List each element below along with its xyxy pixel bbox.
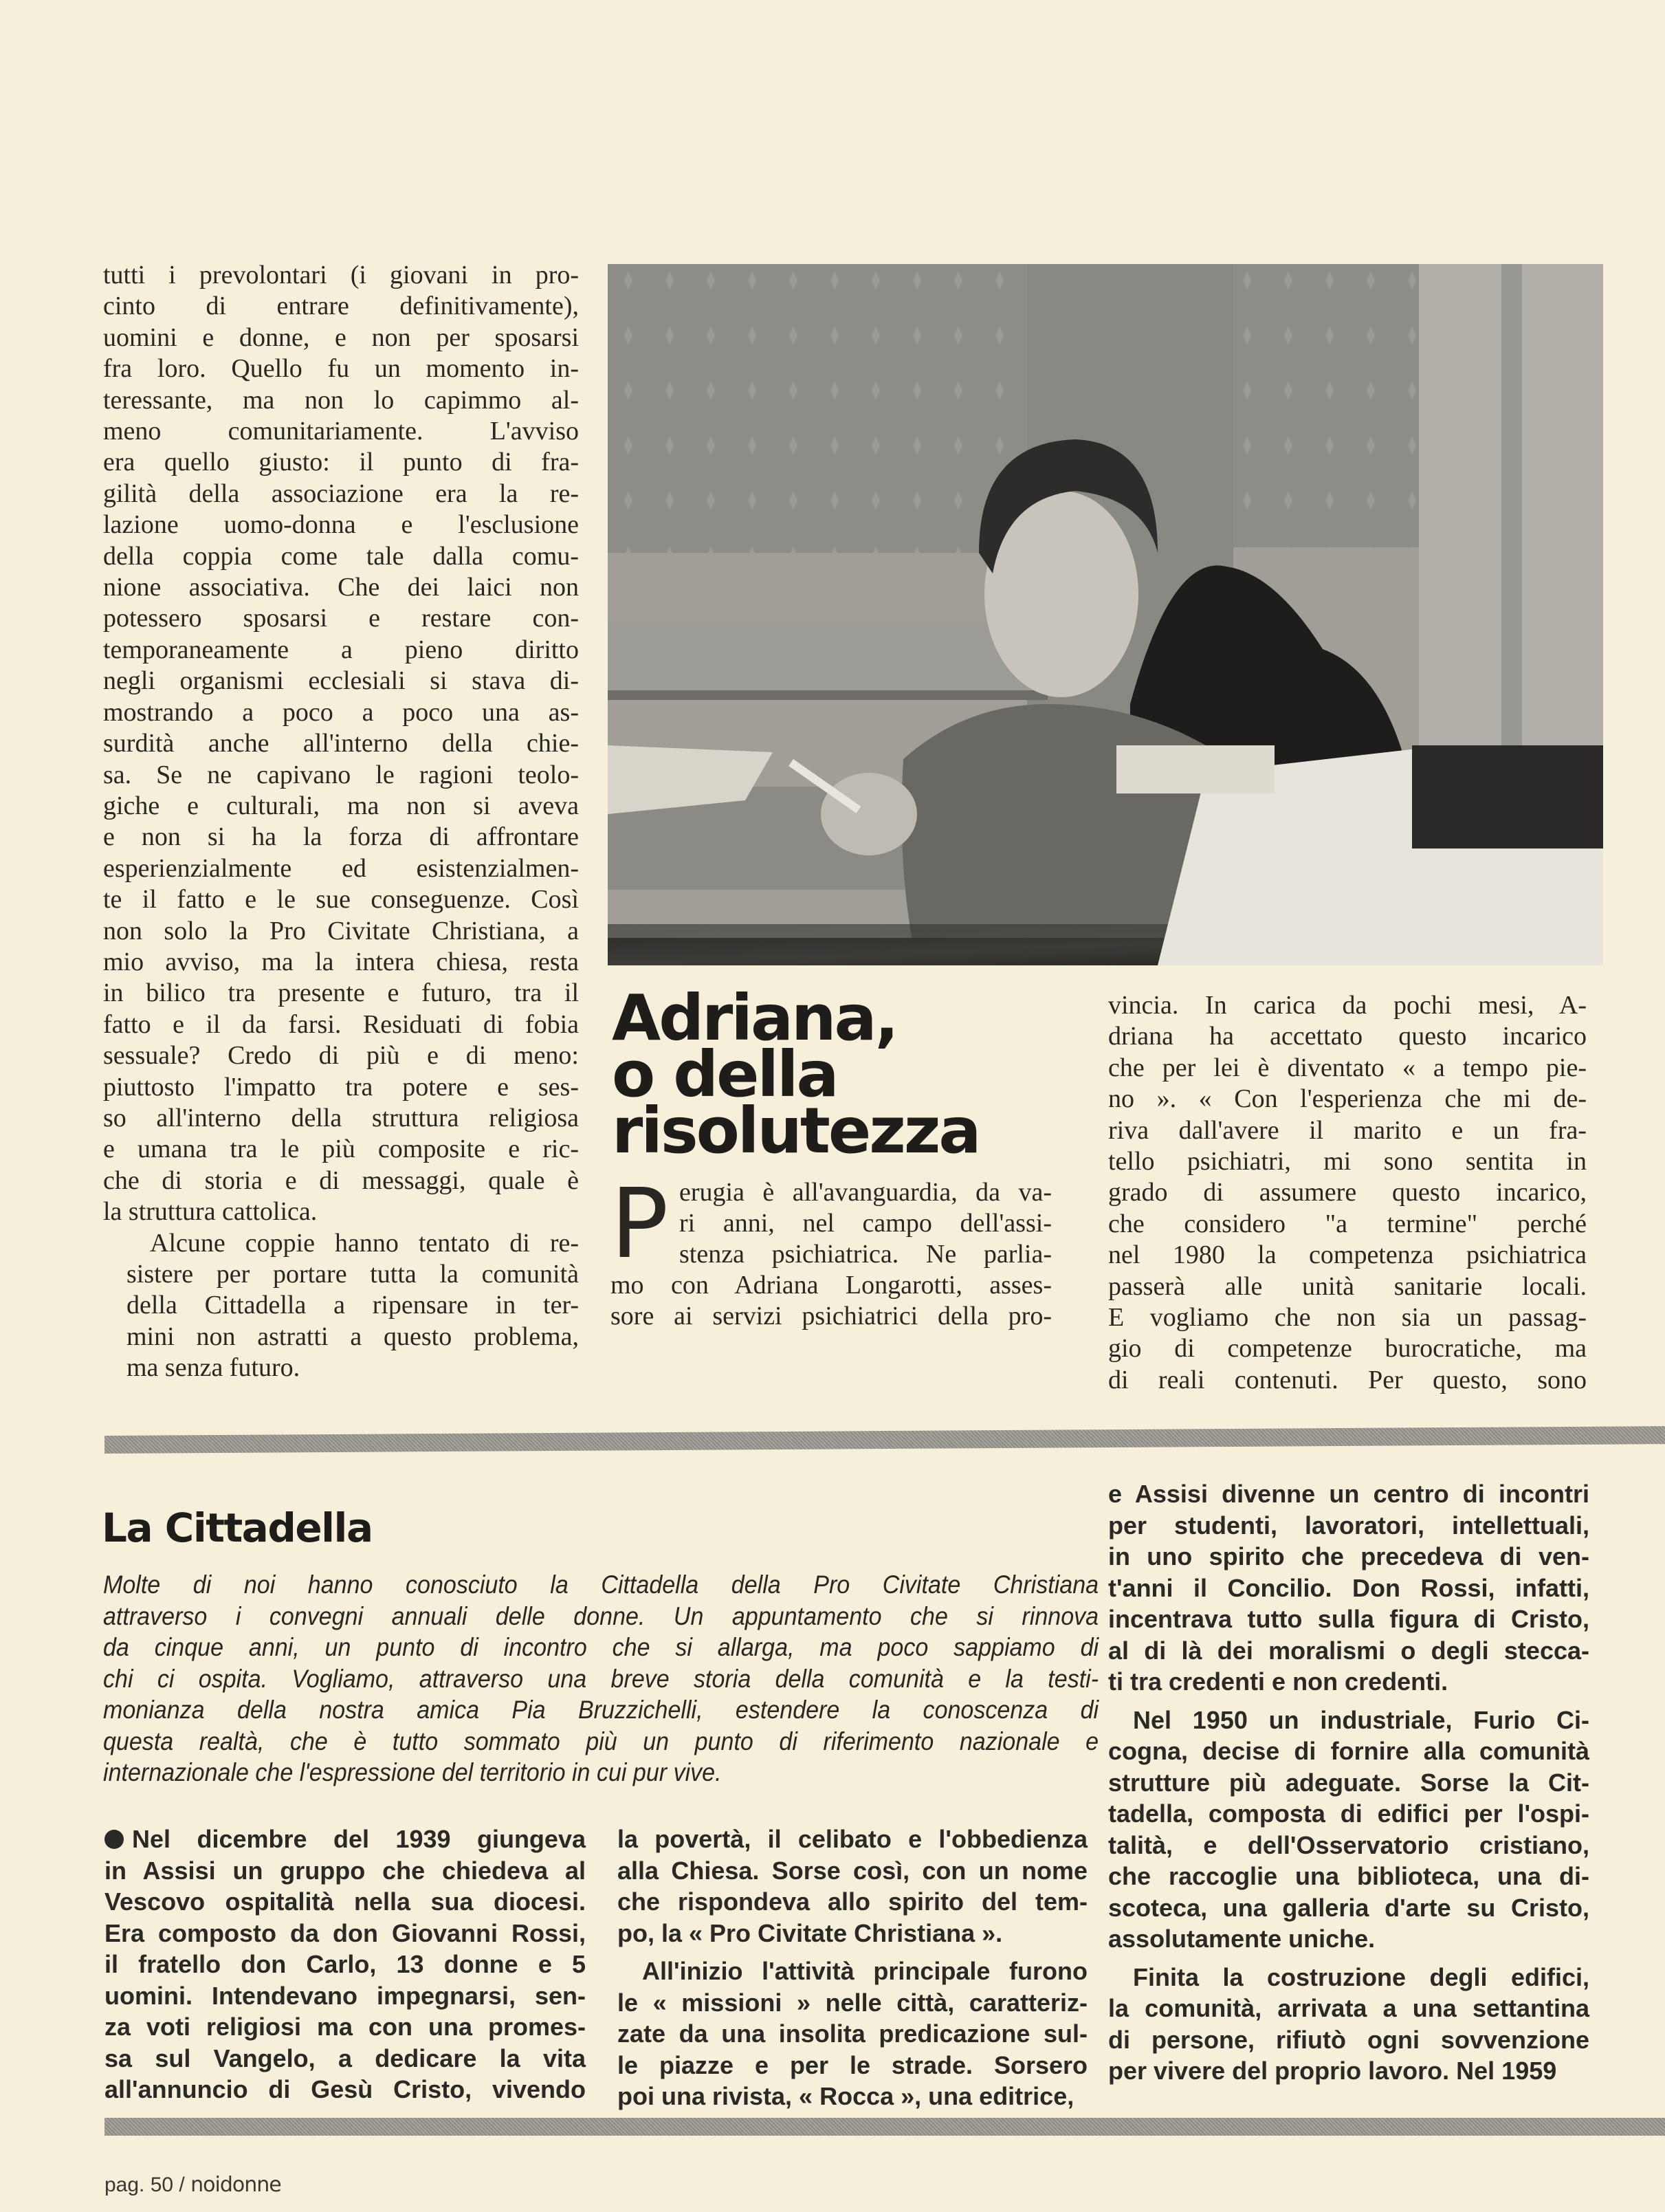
- box-column-1: [104, 1824, 586, 2105]
- text-line: negli organismi ecclesiali si stava di-: [103, 666, 579, 696]
- text-line: t'anni il Concilio. Don Rossi, infatti,: [1108, 1573, 1589, 1602]
- text-line: riva dall'avere il marito e un fra-: [1108, 1115, 1587, 1145]
- text-line: gio di competenze burocratiche, ma: [1108, 1334, 1587, 1364]
- paragraph: [103, 260, 579, 1228]
- text-line: sessuale? Credo di più e di meno:: [103, 1041, 579, 1071]
- text-line: piuttosto l'impatto tra potere e ses-: [103, 1072, 579, 1102]
- text-line: questa realtà, che è tutto sommato più un punto di riferimento nazionale e: [103, 1727, 1099, 1755]
- text-line: po, la « Pro Civitate Christiana ».: [617, 1918, 1003, 1947]
- portrait-photo-illustration: [608, 264, 1603, 965]
- headline-line: o della: [612, 1038, 837, 1111]
- text-line: sa. Se ne capivano le ragioni teolo-: [103, 760, 579, 789]
- text-line: cogna, decise di fornire alla comunità: [1108, 1737, 1589, 1765]
- box-title: La Cittadella: [102, 1504, 373, 1551]
- section-divider-rule: [104, 1426, 1665, 1454]
- page-number: pag. 50 /: [104, 2173, 185, 2196]
- text-line: za voti religiosi ma con una promes-: [104, 2013, 586, 2041]
- headline-line: Adriana,: [612, 981, 897, 1055]
- text-line: che per lei è diventato « a tempo pie-: [1108, 1053, 1587, 1082]
- page-footer: [104, 2173, 281, 2197]
- text-line: meno comunitariamente. L'avviso: [103, 417, 579, 446]
- text-line: tadella, composta di edifici per l'ospi-: [1108, 1799, 1589, 1828]
- text-line: la comunità, arrivata a una settantina: [1108, 1994, 1589, 2022]
- text-line: esperienzialmente ed esistenzialmen-: [103, 853, 579, 883]
- text-line: giche e culturali, ma non si aveva: [103, 791, 579, 820]
- headline-line: risolutezza: [612, 1094, 980, 1168]
- text-line: all'annuncio di Gesù Cristo, vivendo: [104, 2075, 586, 2103]
- article-intro: [610, 1168, 1052, 1332]
- text-line: vincia. In carica da pochi mesi, A-: [1108, 991, 1587, 1020]
- text-line: mio avviso, ma la intera chiesa, resta: [103, 947, 579, 976]
- text-line: per studenti, lavoratori, intellettuali,: [1108, 1511, 1589, 1540]
- intro-line: stenza psichiatrica. Ne parlia-: [679, 1240, 1052, 1269]
- paragraph: [103, 1228, 579, 1384]
- text-line: Finita la costruzione degli edifici,: [1133, 1962, 1589, 1991]
- text-line: ma senza futuro.: [126, 1353, 300, 1383]
- text-line: chi ci ospita. Vogliamo, attraverso una breve storia della comunità e la testi-: [103, 1664, 1099, 1693]
- article-left-column: [103, 260, 579, 1384]
- text-line: cinto di entrare definitivamente),: [103, 292, 579, 321]
- intro-line: erugia è all'avanguardia, da va-: [679, 1178, 1052, 1207]
- text-line: Alcune coppie hanno tentato di re-: [150, 1228, 579, 1258]
- text-line: nione associativa. Che dei laici non: [103, 573, 579, 602]
- bullet-icon: [104, 1830, 124, 1849]
- text-line: driana ha accettato questo incarico: [1108, 1022, 1587, 1051]
- text-line: Vescovo ospitalità nella sua diocesi.: [104, 1887, 586, 1916]
- text-line: non solo la Pro Civitate Christiana, a: [103, 916, 579, 945]
- text-line: in bilico tra presente e futuro, tra il: [103, 978, 579, 1008]
- text-line: la struttura cattolica.: [103, 1197, 318, 1227]
- text-line: Nel dicembre del 1939 giungeva: [132, 1825, 586, 1853]
- text-line: poi una rivista, « Rocca », una editrice,: [617, 2082, 1074, 2110]
- text-line: zate da una insolita predicazione sul-: [617, 2019, 1088, 2048]
- text-line: mostrando a poco a poco una as-: [103, 697, 579, 727]
- paragraph-gap: [1108, 1698, 1589, 1705]
- text-line: Era composto da don Giovanni Rossi,: [104, 1918, 586, 1947]
- text-line: potessero sposarsi e restare con-: [103, 604, 579, 633]
- text-line: era quello giusto: il punto di fra-: [103, 448, 579, 477]
- text-line: per vivere del proprio lavoro. Nel 1959: [1108, 2057, 1557, 2085]
- text-line: grado di assumere questo incarico,: [1108, 1178, 1587, 1207]
- text-line: che considero "a termine" perché: [1108, 1209, 1587, 1238]
- text-line: attraverso i convegni annuali delle donne. Un appuntamento che si rinnova: [103, 1601, 1099, 1630]
- text-line: gilità della associazione era la re-: [103, 479, 579, 508]
- text-line: le piazze e per le strade. Sorsero: [617, 2050, 1088, 2079]
- text-line: uomini e donne, e non per sposarsi: [103, 322, 579, 352]
- text-line: tello psichiatri, mi sono sentita in: [1108, 1147, 1587, 1176]
- paragraph-gap: [617, 1949, 1088, 1956]
- text-line: internazionale che l'espressione del territorio in cui pur vive.: [103, 1758, 722, 1786]
- text-line: tutti i prevolontari (i giovani in pro-: [103, 261, 579, 289]
- magazine-name: noidonne: [190, 2173, 281, 2197]
- text-line: monianza della nostra amica Pia Bruzzichelli, estendere la conoscenza di: [103, 1696, 1099, 1724]
- text-line: passerà alle unità sanitarie locali.: [1108, 1271, 1587, 1301]
- text-line: no ». « Con l'esperienza che mi de-: [1108, 1084, 1587, 1114]
- section-divider-rule: [104, 2118, 1665, 2136]
- text-line: la povertà, il celibato e l'obbedienza: [617, 1825, 1088, 1853]
- text-line: il fratello don Carlo, 13 donne e 5: [104, 1950, 586, 1978]
- text-line: le « missioni » nelle città, caratteriz-: [617, 1988, 1088, 2017]
- text-line: mini non astratti a questo problema,: [126, 1322, 579, 1351]
- text-line: della Cittadella a ripensare in ter-: [126, 1291, 579, 1320]
- text-line: e non si ha la forza di affrontare: [103, 822, 579, 852]
- text-line: sa sul Vangelo, a dedicare la vita: [104, 2044, 586, 2072]
- text-line: ti tra credenti e non credenti.: [1108, 1667, 1448, 1696]
- article-photo: [608, 264, 1603, 965]
- text-line: da cinque anni, un punto di incontro che si allarga, ma poco sappiamo di: [103, 1633, 1099, 1661]
- box-lede: [103, 1569, 1099, 1788]
- text-line: in Assisi un gruppo che chiedeva al: [104, 1856, 586, 1885]
- text-line: di persone, rifiutò ogni sovvenzione: [1108, 2025, 1589, 2054]
- text-line: so all'interno della struttura religiosa: [103, 1103, 579, 1132]
- paragraph-gap: [1108, 1955, 1589, 1962]
- text-line: sistere per portare tutta la comunità: [126, 1260, 579, 1289]
- text-line: E vogliamo che non sia un passag-: [1108, 1303, 1587, 1333]
- text-line: della coppia come tale dalla comu-: [103, 541, 579, 571]
- text-line: strutture più adeguate. Sorse la Cit-: [1108, 1768, 1589, 1797]
- text-line: fra loro. Quello fu un momento in-: [103, 354, 579, 384]
- text-line: Nel 1950 un industriale, Furio Ci-: [1133, 1705, 1589, 1734]
- text-line: in uno spirito che precedeva di ven-: [1108, 1542, 1589, 1570]
- intro-line: sore ai servizi psichiatrici della pro-: [610, 1302, 1052, 1331]
- text-line: surdità anche all'interno della chie-: [103, 729, 579, 758]
- text-line: alla Chiesa. Sorse così, con un nome: [617, 1856, 1088, 1885]
- drop-cap: P: [610, 1168, 669, 1280]
- text-line: talità, e dell'Osservatorio cristiano,: [1108, 1830, 1589, 1859]
- text-line: uomini. Intendevano impegnarsi, sen-: [104, 1981, 586, 2010]
- text-line: teressante, ma non lo capimmo al-: [103, 385, 579, 415]
- text-line: All'inizio l'attività principale furono: [642, 1957, 1088, 1985]
- article-headline: [612, 981, 1038, 1168]
- text-line: che rispondeva allo spirito del tem-: [617, 1887, 1088, 1916]
- text-line: di reali contenuti. Per questo, sono: [1108, 1365, 1587, 1394]
- box-column-3: [1108, 1478, 1589, 2087]
- text-line: fatto e il da farsi. Residuati di fobia: [103, 1009, 579, 1039]
- box-column-2: [617, 1824, 1088, 2112]
- text-line: te il fatto e le sue conseguenze. Così: [103, 885, 579, 915]
- text-line: Molte di noi hanno conosciuto la Cittadella della Pro Civitate Christiana: [103, 1570, 1099, 1599]
- text-line: assolutamente uniche.: [1108, 1925, 1376, 1953]
- text-line: che raccoglie una biblioteca, una di-: [1108, 1862, 1589, 1890]
- text-line: lazione uomo-donna e l'esclusione: [103, 510, 579, 540]
- text-line: nel 1980 la competenza psichiatrica: [1108, 1240, 1587, 1270]
- text-line: scoteca, una galleria d'arte su Cristo,: [1108, 1893, 1589, 1922]
- intro-line: mo con Adriana Longarotti, asses-: [610, 1271, 1052, 1300]
- text-line: al di là dei moralismi o degli stecca-: [1108, 1636, 1589, 1665]
- text-line: temporaneamente a pieno diritto: [103, 635, 579, 664]
- article-right-column: [1108, 990, 1587, 1396]
- bullet-line: [104, 1824, 586, 1855]
- text-line: e umana tra le più composite e ric-: [103, 1135, 579, 1164]
- text-line: e Assisi divenne un centro di incontri: [1108, 1480, 1589, 1508]
- intro-line: ri anni, nel campo dell'assi-: [679, 1209, 1052, 1238]
- text-line: incentrava tutto sulla figura di Cristo,: [1108, 1605, 1589, 1633]
- text-line: che di storia e di messaggi, quale è: [103, 1165, 579, 1195]
